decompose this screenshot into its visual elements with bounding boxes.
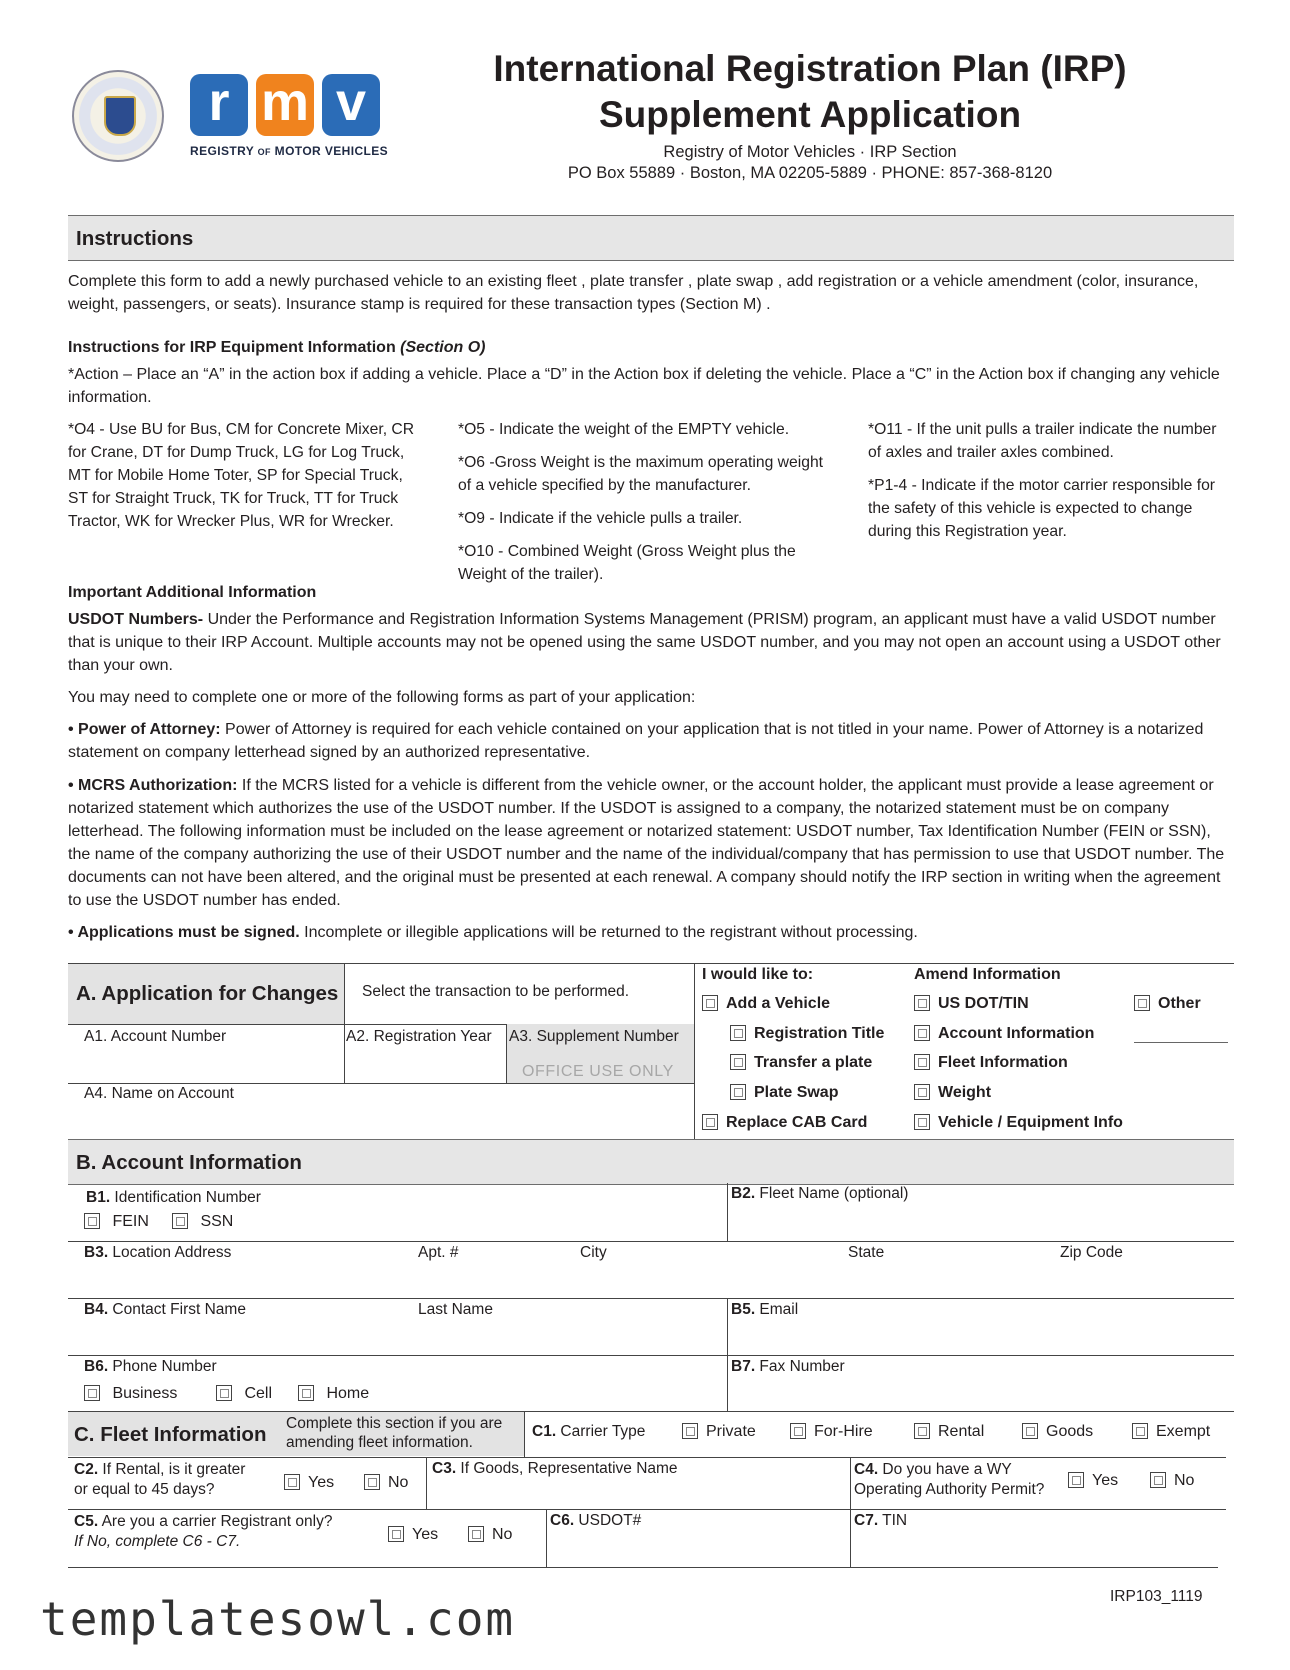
amend-fleet-info-option[interactable]: Fleet Information <box>914 1054 1068 1072</box>
section-c-header: C. Fleet Information Complete this section if you are amending fleet information. <box>68 1412 524 1456</box>
amend-vehicle-equipment-option[interactable]: Vehicle / Equipment Info <box>914 1114 1123 1132</box>
section-b-header: B. Account Information <box>68 1139 1234 1185</box>
would-like-to-label: I would like to: <box>702 966 814 983</box>
instructions-header: Instructions <box>68 215 1234 261</box>
for-hire-checkbox[interactable] <box>790 1423 806 1439</box>
other-specify-line[interactable] <box>1134 1042 1228 1043</box>
amend-fleet-info-checkbox[interactable] <box>914 1054 930 1070</box>
plate-swap-checkbox[interactable] <box>730 1084 746 1100</box>
c3-representative-name-field[interactable] <box>432 1482 846 1506</box>
amend-account-info-checkbox[interactable] <box>914 1025 930 1041</box>
carrier-type-for-hire-option[interactable]: For-Hire <box>790 1423 873 1441</box>
carrier-type-goods-option[interactable]: Goods <box>1022 1423 1093 1441</box>
a1-account-number-label: A1. Account Number <box>84 1028 227 1045</box>
other-checkbox[interactable] <box>1134 995 1150 1011</box>
section-a-header: A. Application for Changes <box>68 964 344 1024</box>
a2-registration-year-label: A2. Registration Year <box>346 1028 492 1045</box>
business-phone-option[interactable]: Business <box>84 1385 177 1403</box>
c2-no-option[interactable]: No <box>364 1474 408 1492</box>
signature-requirement: • Applications must be signed. Incomplete or illegible applications will be returned to the registrant without processing. <box>68 924 918 941</box>
o9-instructions: *O9 - Indicate if the vehicle pulls a trailer. <box>458 510 743 527</box>
c6-usdot-label: C6. USDOT# <box>550 1512 642 1529</box>
c2-yes-checkbox[interactable] <box>284 1474 300 1490</box>
amend-weight-checkbox[interactable] <box>914 1084 930 1100</box>
forms-intro: You may need to complete one or more of the following forms as part of your application: <box>68 689 696 706</box>
b7-fax-number-label: B7. Fax Number <box>731 1358 845 1375</box>
important-info-heading: Important Additional Information <box>68 584 317 601</box>
carrier-type-private-option[interactable]: Private <box>682 1423 756 1441</box>
last-name-label: Last Name <box>418 1301 493 1318</box>
exempt-checkbox[interactable] <box>1132 1423 1148 1439</box>
amend-information-label: Amend Information <box>914 966 1061 983</box>
c7-tin-label: C7. TIN <box>854 1512 908 1529</box>
c7-tin-field[interactable] <box>854 1534 1224 1562</box>
b1-identification-number-field[interactable] <box>270 1208 718 1236</box>
a2-registration-year-field[interactable] <box>346 1050 504 1076</box>
home-phone-checkbox[interactable] <box>298 1385 314 1401</box>
c5-no-option[interactable]: No <box>468 1526 512 1544</box>
add-vehicle-option[interactable]: Add a Vehicle <box>702 995 830 1013</box>
state-seal-logo <box>72 70 164 162</box>
replace-cab-card-checkbox[interactable] <box>702 1114 718 1130</box>
state-label: State <box>848 1244 885 1261</box>
action-instructions: *Action – Place an “A” in the action box if adding a vehicle. Place a “D” in the Action box if deleting the vehicle. Place a “C” in the Action box if changing any vehicle information. <box>68 366 1220 406</box>
fein-option[interactable]: FEIN <box>84 1213 149 1231</box>
o11-instructions: *O11 - If the unit pulls a trailer indicate the number of axles and trailer axles combined. <box>868 421 1217 461</box>
b1-identification-number-label: B1. Identification Number <box>86 1189 261 1206</box>
rmv-logo-m: m <box>256 74 314 136</box>
b4-contact-name-field[interactable] <box>84 1323 720 1353</box>
registration-title-option[interactable]: Registration Title <box>730 1025 884 1043</box>
b7-fax-number-field[interactable] <box>731 1380 1226 1408</box>
rmv-logo-r: r <box>190 74 248 136</box>
c3-representative-name-label: C3. If Goods, Representative Name <box>432 1460 678 1477</box>
c5-no-checkbox[interactable] <box>468 1526 484 1542</box>
agency-address: PO Box 55889 · Boston, MA 02205-5889 · PHONE: 857-368-8120 <box>567 164 1053 182</box>
c1-carrier-type-label: C1. Carrier Type <box>532 1423 646 1440</box>
c5-carrier-registrant-label: C5. Are you a carrier Registrant only? If No, complete C6 - C7. <box>74 1513 333 1550</box>
c5-yes-option[interactable]: Yes <box>388 1526 438 1544</box>
rmv-logo-v: v <box>322 74 380 136</box>
rmv-logo-tagline: REGISTRY OF MOTOR VEHICLES <box>190 144 389 158</box>
amend-usdot-tin-option[interactable]: US DOT/TIN <box>914 995 1029 1013</box>
b3-location-address-field[interactable] <box>84 1266 1224 1296</box>
b5-email-field[interactable] <box>731 1323 1226 1353</box>
power-of-attorney-info: • Power of Attorney: Power of Attorney is required for each vehicle contained on your application that is not titled in your name. Power of Attorney is a notarized statement on company letterhead signed by an authorized representative. <box>68 721 1204 761</box>
o5-instructions: *O5 - Indicate the weight of the EMPTY vehicle. <box>458 421 790 438</box>
a4-name-on-account-label: A4. Name on Account <box>84 1085 234 1102</box>
replace-cab-card-option[interactable]: Replace CAB Card <box>702 1114 867 1132</box>
apt-label: Apt. # <box>418 1244 459 1261</box>
b5-email-label: B5. Email <box>731 1301 799 1318</box>
a4-name-on-account-field[interactable] <box>84 1108 684 1136</box>
c5-yes-checkbox[interactable] <box>388 1526 404 1542</box>
plate-swap-option[interactable]: Plate Swap <box>730 1084 838 1102</box>
cell-phone-checkbox[interactable] <box>216 1385 232 1401</box>
office-use-only-label: OFFICE USE ONLY <box>522 1063 674 1080</box>
p1-4-instructions: *P1-4 - Indicate if the motor carrier responsible for the safety of this vehicle is expected to change during this Registration year. <box>868 477 1216 540</box>
equipment-instructions-heading: Instructions for IRP Equipment Information (Section O) <box>68 339 486 356</box>
rental-checkbox[interactable] <box>914 1423 930 1439</box>
form-code: IRP103_1119 <box>1110 1588 1203 1605</box>
fein-checkbox[interactable] <box>84 1213 100 1229</box>
add-vehicle-checkbox[interactable] <box>702 995 718 1011</box>
business-phone-checkbox[interactable] <box>84 1385 100 1401</box>
city-label: City <box>580 1244 607 1261</box>
amend-vehicle-equipment-checkbox[interactable] <box>914 1114 930 1130</box>
amend-usdot-tin-checkbox[interactable] <box>914 995 930 1011</box>
ssn-checkbox[interactable] <box>172 1213 188 1229</box>
c4-no-option[interactable]: No <box>1150 1472 1194 1490</box>
b2-fleet-name-field[interactable] <box>731 1208 1226 1236</box>
ssn-option[interactable]: SSN <box>172 1213 233 1231</box>
cell-phone-option[interactable]: Cell <box>216 1385 272 1403</box>
b6-phone-number-label: B6. Phone Number <box>84 1358 217 1375</box>
b2-fleet-name-label: B2. Fleet Name (optional) <box>731 1185 909 1202</box>
b4-contact-first-name-label: B4. Contact First Name <box>84 1301 246 1318</box>
form-title: International Registration Plan (IRP) Supplement Application <box>493 48 1127 135</box>
transfer-plate-checkbox[interactable] <box>730 1054 746 1070</box>
a1-account-number-field[interactable] <box>84 1050 342 1076</box>
c2-yes-option[interactable]: Yes <box>284 1474 334 1492</box>
o10-instructions: *O10 - Combined Weight (Gross Weight plus the Weight of the trailer). <box>458 543 796 583</box>
c4-wy-permit-label: C4. Do you have a WY Operating Authority Permit? <box>854 1461 1045 1498</box>
other-option[interactable]: Other <box>1134 995 1201 1013</box>
agency-name: Registry of Motor Vehicles · IRP Section <box>663 143 957 161</box>
zip-code-label: Zip Code <box>1060 1244 1123 1261</box>
c4-no-checkbox[interactable] <box>1150 1472 1166 1488</box>
watermark-text: templatesowl.com <box>40 1592 516 1646</box>
registration-title-checkbox[interactable] <box>730 1025 746 1041</box>
transfer-plate-option[interactable]: Transfer a plate <box>730 1054 872 1072</box>
carrier-type-exempt-option[interactable]: Exempt <box>1132 1423 1210 1441</box>
amend-weight-option[interactable]: Weight <box>914 1084 991 1102</box>
o6-instructions: *O6 -Gross Weight is the maximum operating weight of a vehicle specified by the manufacturer. <box>458 454 824 494</box>
mcrs-authorization-info: • MCRS Authorization: If the MCRS listed for a vehicle is different from the vehicle owner, or the account holder, the applicant must provide a lease agreement or notarized statement which authorizes the use of the USDOT number. If the USDOT is assigned to a company, the notarized statement must be on company letterhead. The following information must be included on the lease agreement or notarized statement: USDOT number, Tax Identification Number (FEIN or SSN), the name of the company authorizing the use of their USDOT number and the name of the individual/company that has permission to use that USDOT number. The documents can not have been altered, and the original must be presented at each renewal. A company should notify the IRP section in writing when the agreement to use the USDOT number has ended. <box>68 777 1225 909</box>
instructions-intro: Complete this form to add a newly purchased vehicle to an existing fleet , plate transfer , plate swap , add registration or a vehicle amendment (color, insurance, weight, passengers, or seats). Insurance stamp is required for these transaction types (Section M) . <box>68 273 1199 313</box>
carrier-type-rental-option[interactable]: Rental <box>914 1423 984 1441</box>
c4-yes-checkbox[interactable] <box>1068 1472 1084 1488</box>
c4-yes-option[interactable]: Yes <box>1068 1472 1118 1490</box>
b3-location-address-label: B3. Location Address <box>84 1244 232 1261</box>
section-a-select-text: Select the transaction to be performed. <box>362 983 630 1000</box>
c6-usdot-field[interactable] <box>550 1534 846 1562</box>
a3-supplement-number-label: A3. Supplement Number <box>509 1028 679 1045</box>
c2-no-checkbox[interactable] <box>364 1474 380 1490</box>
section-c-note: Complete this section if you are amending fleet information. <box>286 1415 503 1451</box>
b6-phone-number-field[interactable] <box>400 1380 720 1408</box>
goods-checkbox[interactable] <box>1022 1423 1038 1439</box>
usdot-info: USDOT Numbers- Under the Performance and Registration Information Systems Management (PRISM) program, an applicant must have a valid USDOT number that is unique to their IRP Account. Multiple accounts may not be opened using the same USDOT number, and you may not open an account using a USDOT other than your own. <box>68 611 1221 674</box>
private-checkbox[interactable] <box>682 1423 698 1439</box>
o4-instructions: *O4 - Use BU for Bus, CM for Concrete Mixer, CR for Crane, DT for Dump Truck, LG for Log Truck, MT for Mobile Home Toter, SP for Special Truck, ST for Straight Truck, TK for Truck, TT for Truck Tractor, WK for Wrecker Plus, WR for Wrecker. <box>68 421 415 530</box>
home-phone-option[interactable]: Home <box>298 1385 369 1403</box>
amend-account-info-option[interactable]: Account Information <box>914 1025 1094 1043</box>
c2-rental-duration-label: C2. If Rental, is it greater or equal to 45 days? <box>74 1461 246 1498</box>
